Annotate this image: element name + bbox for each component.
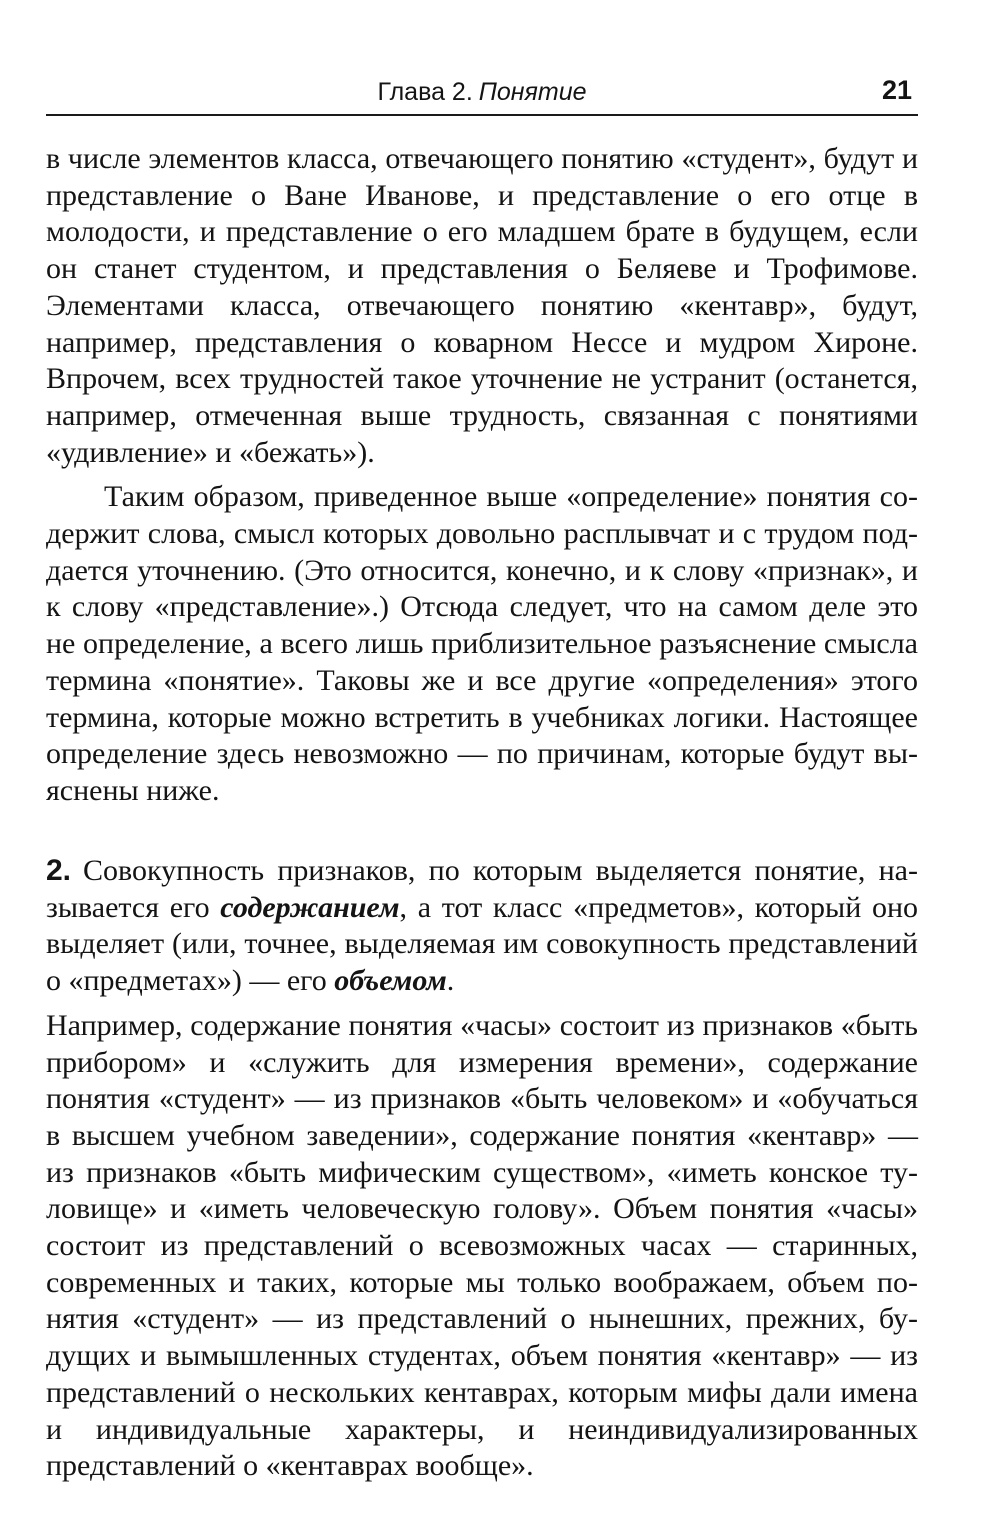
text-block-top	[46, 141, 918, 810]
page-number: 21	[881, 75, 912, 105]
paragraph-continuation: в числе элементов класса, отвечающего понятию «студент», будут и представление о Ване Иванове, и представление о его отце в молодости, и представление о его младшем брате в будущем, если он станет студентом, и представления о Беляеве и Трофимове. Элементами класса, отвечающего понятию «кентавр», будут, например, представления о коварном Нессе и мудром Хироне. Впрочем, всех трудностей такое уточнение не устранит (останется, например, отмеченная выше трудность, связанная с понятиями «удивление» и «бежать»).	[46, 142, 918, 469]
term-extension: объемом	[334, 964, 447, 998]
section-2-definition	[46, 853, 918, 1000]
definition-text-2: , а тот класс «предметов», который оно выделяет (или, точнее, выделяемая им совокупность представлений о «предметах») — его	[46, 890, 919, 998]
section-number: 2.	[46, 854, 72, 887]
chapter-label: Глава 2.	[377, 78, 473, 106]
definition-text-3: .	[446, 964, 455, 998]
book-page	[46, 0, 918, 1539]
paragraph-conclusion: Таким образом, приведенное выше «определение» понятия содержит слова, смысл которых довольно расплывчат и с трудом поддается уточнению. (Это относится, конечно, и к слову «признак», и к слову «представление».) Отсюда следует, что на самом деле это не определение, а всего лишь приблизительное разъяснение смысла термина «понятие». Таковы же и все другие «определения» этого термина, которые можно встретить в учебниках логики. Настоящее определение здесь невозможно — по причинам, которые будут выяснены ниже.	[46, 480, 918, 807]
chapter-heading	[46, 78, 918, 107]
term-content: содержанием	[220, 890, 400, 924]
section-2	[46, 853, 918, 1485]
chapter-title: Понятие	[478, 78, 587, 106]
definition-text-1: Совокупность признаков, по которым выделяется понятие, называется его	[46, 854, 918, 924]
running-header	[46, 70, 918, 116]
paragraph-examples: Например, содержание понятия «часы» состоит из признаков «быть прибором» и «служить для измерения времени», содержание понятия «студент» — из признаков «быть человеком» и «обучаться в высшем учебном заведении», содержание понятия «кентавр» — из признаков «быть мифическим существом», «иметь конское туловище» и «иметь человеческую голову». Объем понятия «часы» состоит из представлений о всевозможных часах — старинных, современных и таких, которые мы только воображаем, объем понятия «студент» — из представлений о нынешних, прежних, будущих и вымышленных студентах, объем понятия «кентавр» — из представлений о нескольких кентаврах, которым мифы дали имена и индивидуальные характеры, и неиндивидуализированных представлений о «кентаврах вообще».	[46, 1008, 918, 1483]
